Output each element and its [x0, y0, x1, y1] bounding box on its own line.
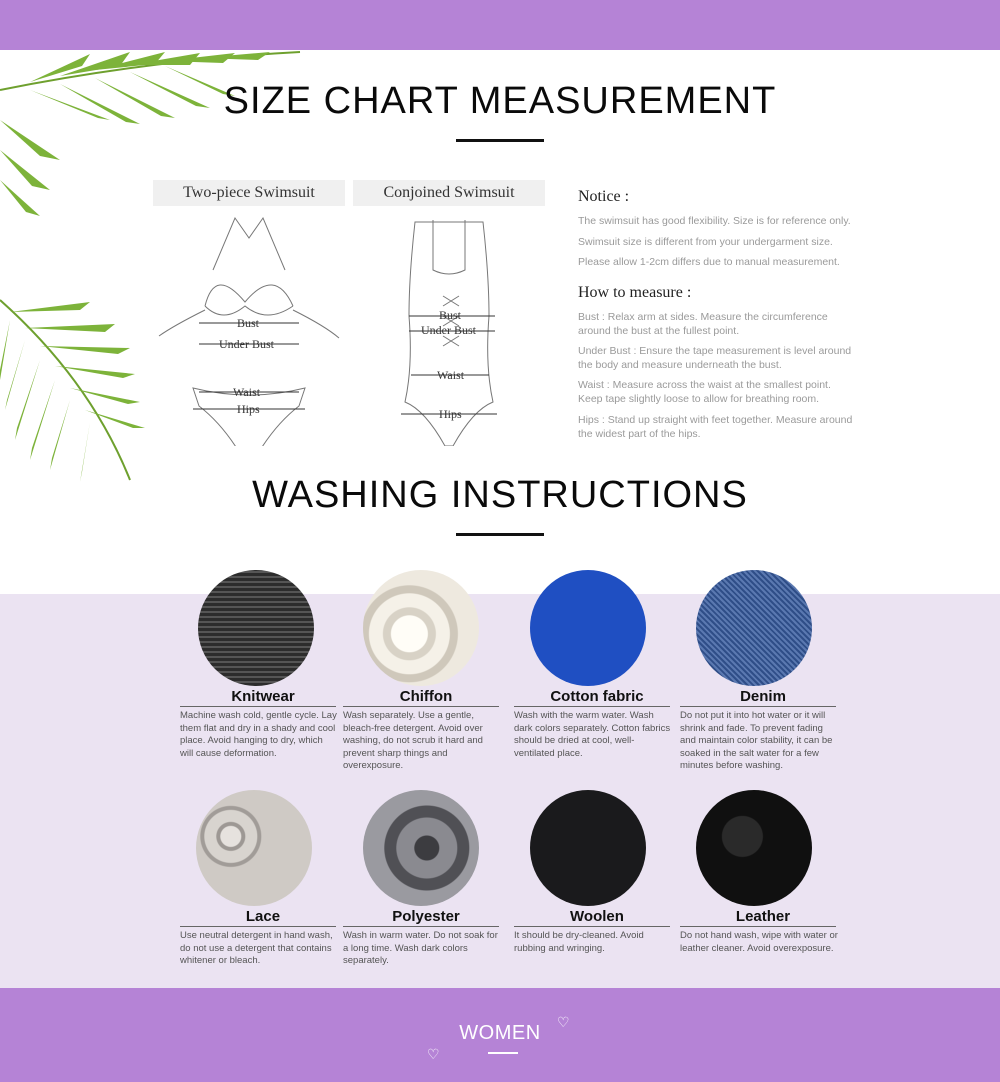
notice-item: Swimsuit size is different from your undergarment size.: [578, 236, 833, 248]
fabric-name: Cotton fabric: [550, 688, 644, 705]
denim-swatch: [696, 570, 812, 686]
leather-swatch: [696, 790, 812, 906]
how-to-item: Hips : Stand up straight with feet together. Measure around the widest part of the hips.: [578, 414, 853, 440]
fabric-name: Chiffon: [399, 688, 453, 705]
divider: [514, 706, 670, 707]
fabric-desc: Do not hand wash, wipe with water or leather cleaner. Avoid overexposure.: [680, 930, 838, 954]
size-chart-heading: SIZE CHART MEASUREMENT: [223, 80, 777, 122]
how-to-item: Under Bust : Ensure the tape measurement is level around the body and measure underneath the bust.: [578, 345, 852, 371]
divider: [343, 926, 499, 927]
knitwear-swatch: [198, 570, 314, 686]
conjoined-diagram: [353, 206, 545, 446]
label-hips: Hips: [237, 402, 260, 416]
fabric-desc: Use neutral detergent in hand wash, do not use a detergent that contains whitener or bleach.: [180, 930, 333, 966]
two-piece-diagram: [153, 206, 345, 446]
cotton-swatch: [530, 570, 646, 686]
fabric-desc: Do not put it into hot water or it will shrink and fade. To prevent fading and maintain color stability, it can be soaked in the salt water for a few minutes before washing.: [680, 710, 833, 771]
divider: [343, 706, 499, 707]
polyester-swatch: [363, 790, 479, 906]
heart-icon: ♡: [427, 1046, 440, 1062]
fabric-name: Leather: [735, 908, 791, 925]
notice-title: Notice :: [578, 188, 630, 205]
fabric-desc: Wash with the warm water. Wash dark colors separately. Cotton fabrics should be dried at cool, well-ventilated place.: [514, 710, 671, 759]
label-bust: Bust: [439, 308, 462, 322]
fabric-name: Knitwear: [231, 688, 295, 705]
label-bust: Bust: [237, 316, 260, 330]
label-under-bust: Under Bust: [219, 337, 274, 351]
label-waist: Waist: [437, 368, 465, 382]
fabric-desc: It should be dry-cleaned. Avoid rubbing and wringing.: [514, 930, 644, 954]
women-underline: [488, 1052, 518, 1054]
fabric-desc: Wash in warm water. Do not soak for a long time. Wash dark colors separately.: [343, 930, 498, 966]
measurement-notes: [566, 180, 856, 446]
notice-item: The swimsuit has good flexibility. Size is for reference only.: [578, 215, 851, 227]
two-piece-title: Two-piece Swimsuit: [153, 180, 345, 206]
fabric-care-background: [0, 594, 1000, 988]
top-banner: [0, 0, 1000, 50]
heading-underline: [456, 533, 544, 536]
conjoined-panel: [353, 180, 545, 446]
fabric-name: Polyester: [392, 908, 460, 925]
how-to-item: Waist : Measure across the waist at the smallest point. Keep tape slightly loose to allow for breathing room.: [578, 379, 831, 405]
washing-heading: WASHING INSTRUCTIONS: [252, 474, 748, 516]
how-to-item: Bust : Relax arm at sides. Measure the circumference around the bust at the fullest point.: [578, 311, 828, 337]
two-piece-panel: [153, 180, 345, 446]
divider: [514, 926, 670, 927]
divider: [680, 926, 836, 927]
notice-item: Please allow 1-2cm differs due to manual measurement.: [578, 256, 840, 268]
fabric-name: Lace: [245, 908, 281, 925]
lace-swatch: [196, 790, 312, 906]
how-to-title: How to measure :: [578, 284, 692, 301]
women-label: WOMEN: [459, 1022, 541, 1044]
fabric-desc: Wash separately. Use a gentle, bleach-free detergent. Avoid over washing, do not scrub it hard and prevent sharp things and overexposure.: [343, 710, 483, 771]
fabric-desc: Machine wash cold, gentle cycle. Lay them flat and dry in a shady and cool place. Avoid hanging to dry, which will cause deformation.: [180, 710, 337, 759]
conjoined-title: Conjoined Swimsuit: [353, 180, 545, 206]
chiffon-swatch: [363, 570, 479, 686]
label-under-bust: Under Bust: [421, 323, 476, 337]
label-hips: Hips: [439, 407, 462, 421]
fabric-name: Woolen: [570, 908, 624, 925]
heart-icon: ♡: [557, 1014, 570, 1030]
divider: [680, 706, 836, 707]
divider: [180, 706, 336, 707]
woolen-swatch: [530, 790, 646, 906]
label-waist: Waist: [233, 385, 261, 399]
divider: [180, 926, 336, 927]
fabric-name: Denim: [740, 688, 786, 705]
heading-underline: [456, 139, 544, 142]
